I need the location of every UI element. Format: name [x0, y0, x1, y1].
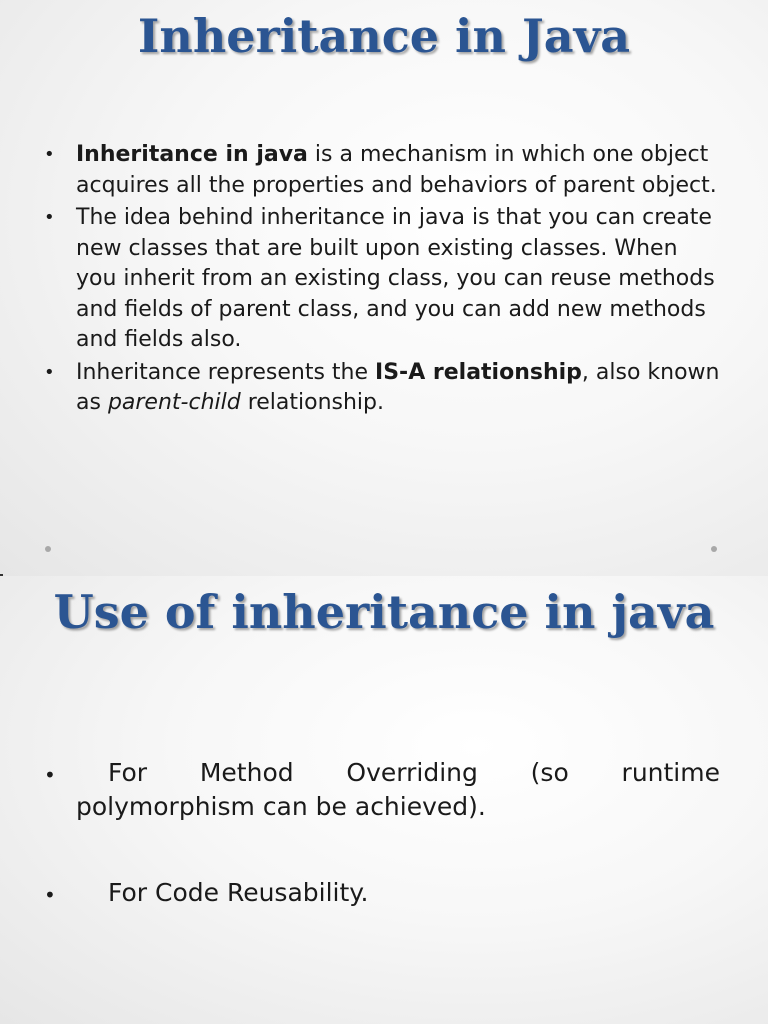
- decorative-dot-right: [711, 546, 717, 552]
- bullet-item-is-a: [44, 358, 720, 419]
- bullet-text: polymorphism can be achieved).: [76, 792, 486, 821]
- bullet-text-lead: For Method Overriding (so runtime: [108, 758, 720, 787]
- bullet-text: is a mechanism in which one object acquires all the properties and behaviors of parent object.: [76, 142, 717, 198]
- bold-term: Inheritance in java: [76, 142, 308, 167]
- slide-2-title: Use of inheritance in java: [53, 585, 715, 639]
- bullet-item-reusability: [44, 876, 720, 910]
- bullet-text: For Code Reusability.: [108, 878, 369, 907]
- slide-2: [0, 576, 768, 1024]
- bullet-icon: •: [44, 361, 55, 383]
- slide-1-title: Inheritance in Java: [137, 9, 631, 63]
- italic-term: parent-child: [107, 390, 241, 415]
- slide-1-bullet-list: [44, 140, 720, 421]
- bullet-text-post: relationship.: [240, 390, 385, 415]
- bullet-icon: •: [44, 763, 56, 787]
- bullet-item-idea: [44, 203, 720, 356]
- bold-term: IS-A relationship: [375, 359, 582, 385]
- bullet-icon: •: [44, 207, 55, 228]
- bullet-text: The idea behind inheritance in java is that you can create new classes that are built upon existing classes. When you inherit from an existing class, you can reuse methods and fields of parent class, and you can add new methods and fields also.: [76, 205, 715, 352]
- decorative-dot-left: [45, 546, 51, 552]
- bullet-text-pre: Inheritance represents the: [76, 359, 376, 385]
- bullet-text-mid: , also known as: [76, 359, 720, 415]
- bullet-item-definition: [44, 140, 720, 201]
- slide-2-bullet-list: [44, 756, 720, 910]
- bullet-item-overriding: [44, 756, 720, 824]
- bullet-icon: •: [44, 144, 55, 165]
- bullet-icon: •: [44, 883, 56, 907]
